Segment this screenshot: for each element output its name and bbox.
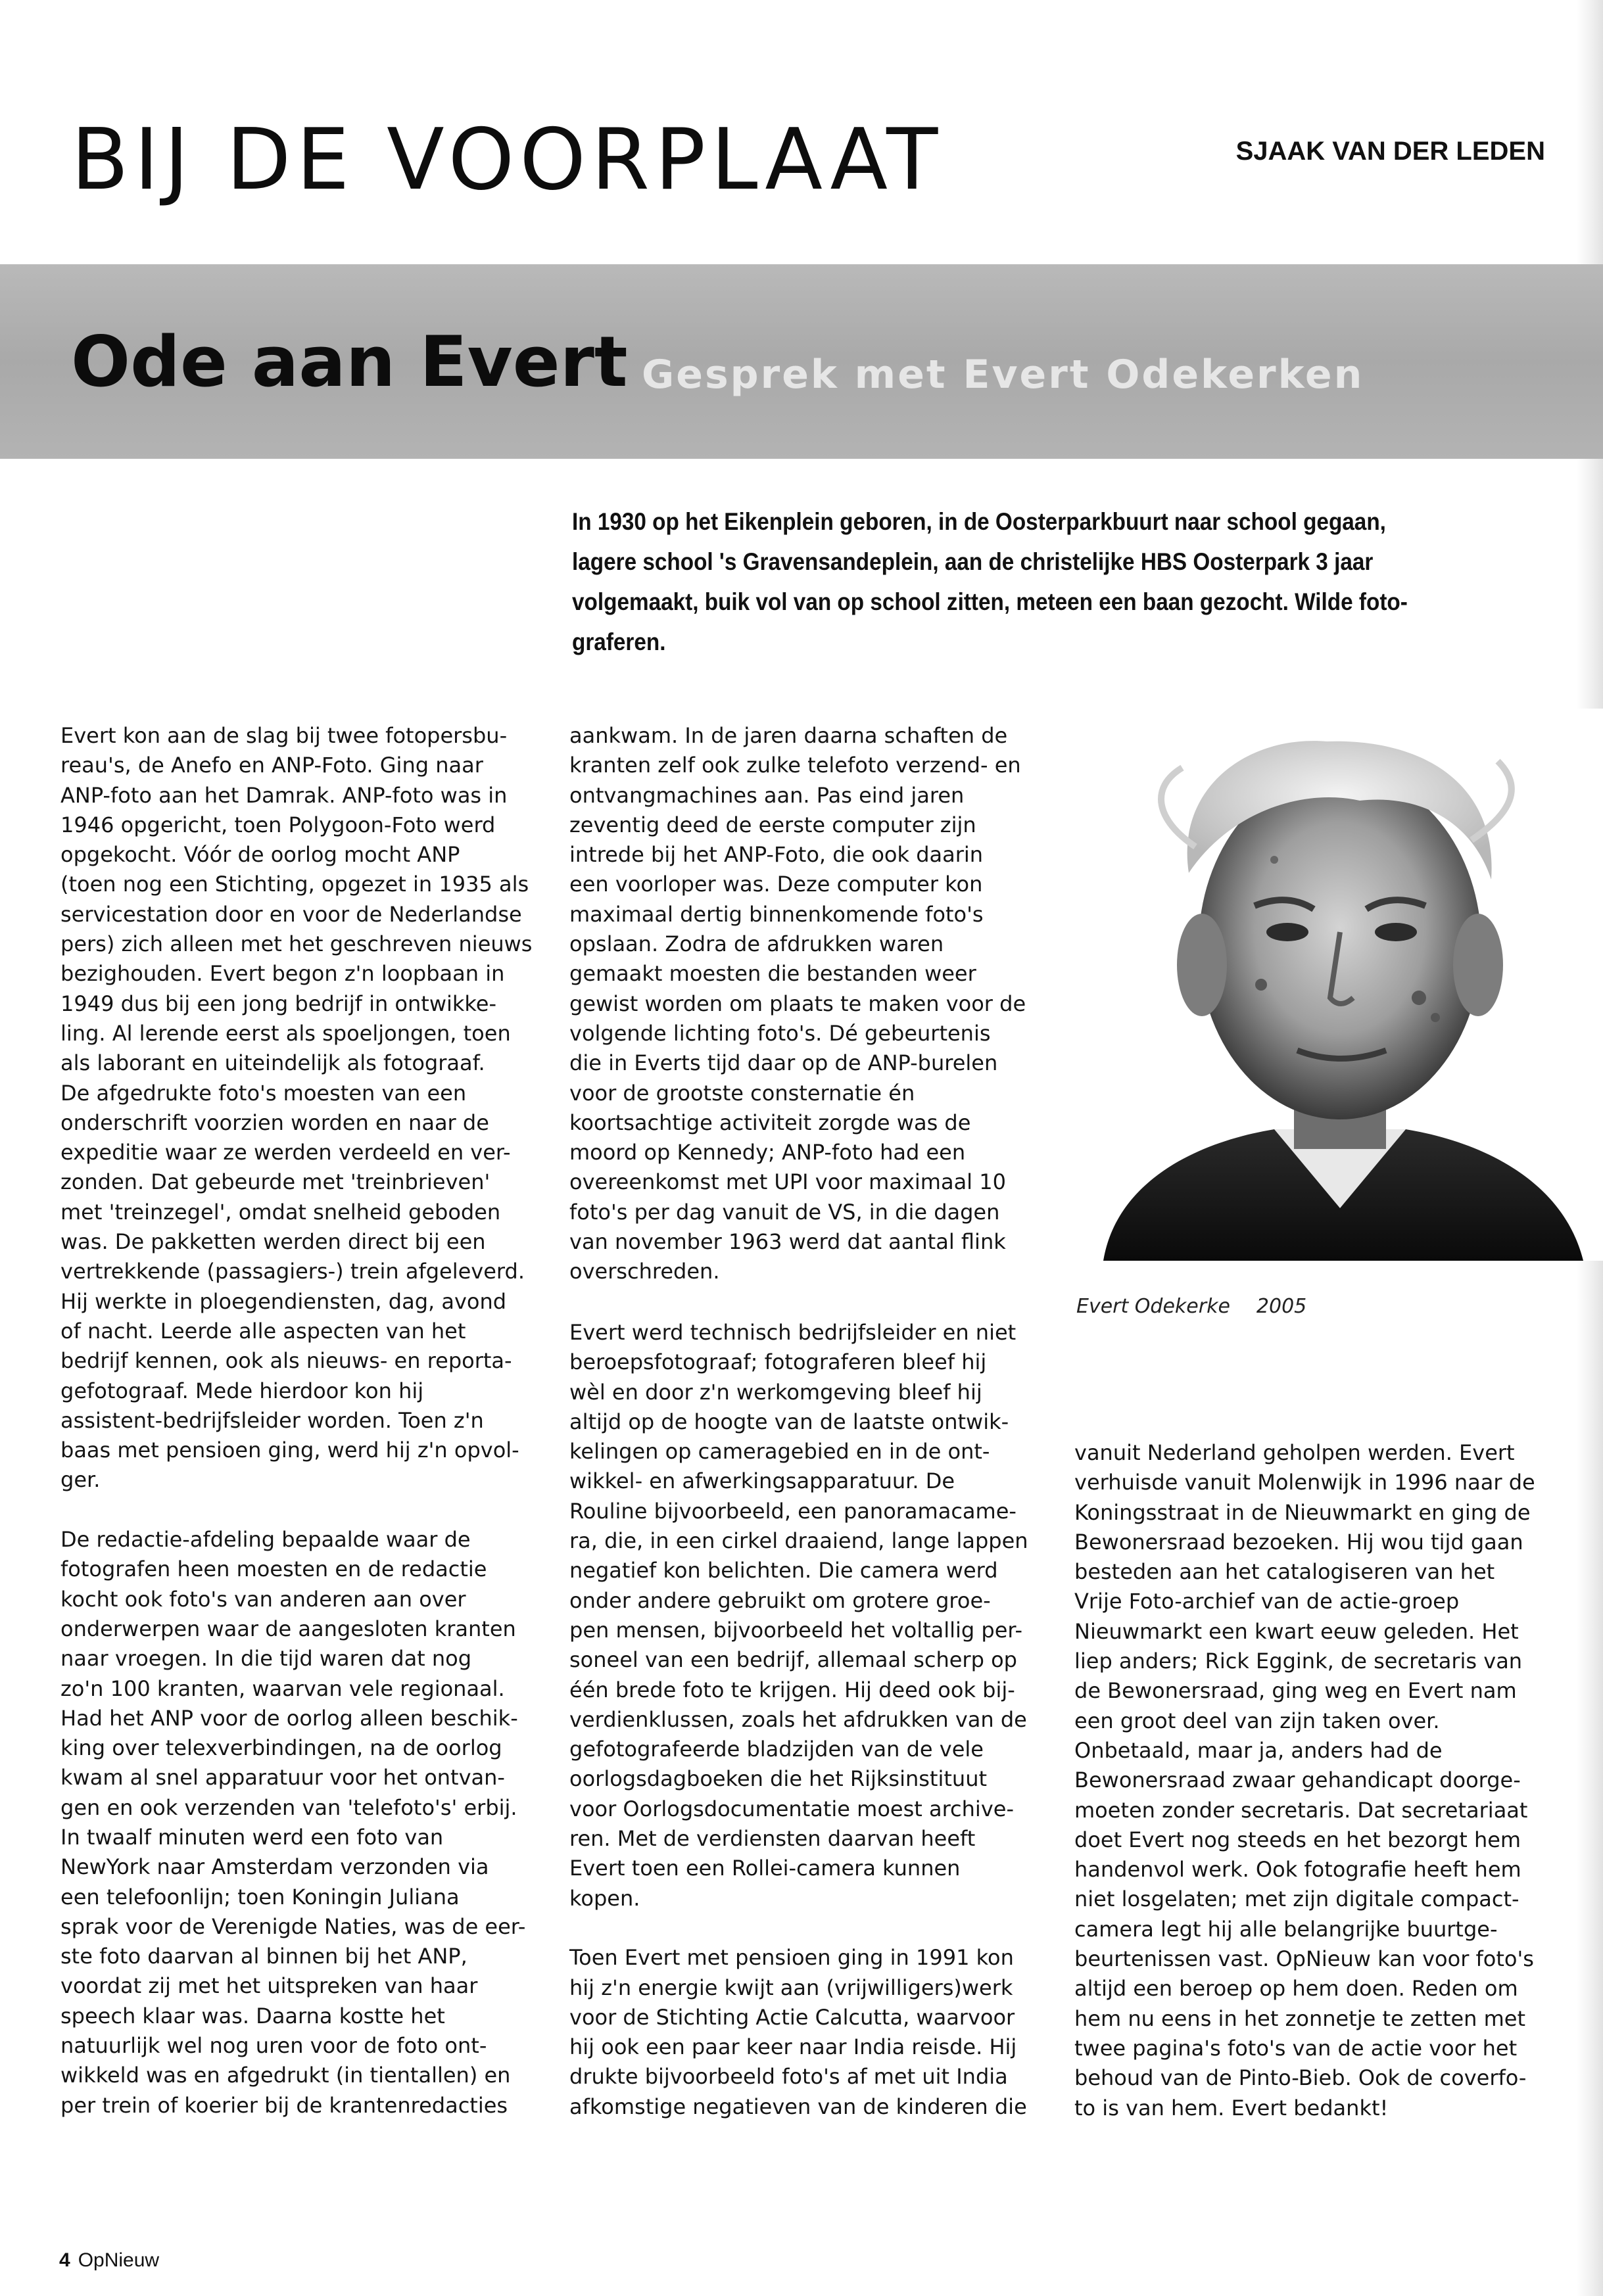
body-text-line: negatief kon belichten. Die camera werd [569,1558,998,1583]
body-text-line: natuurlijk wel nog uren voor de foto ont- [60,2033,487,2059]
caption-year: 2005 [1256,1295,1307,1318]
body-text-line: wikkel- en afwerkingsapparatuur. De [569,1468,955,1494]
body-text-line: doet Evert nog steeds en het bezorgt hem [1074,1827,1521,1852]
body-text-line: assistent-bedrijfsleider worden. Toen z'n [60,1407,484,1433]
body-text-line: voordat zij met het uitspreken van haar [60,1973,478,1999]
body-text-line: overeenkomst met UPI voor maximaal 10 [569,1169,1006,1195]
body-text-line: voor de Stichting Actie Calcutta, waarvoor [569,2004,1015,2030]
body-text-line: bedrijf kennen, ook als nieuws- en reporta- [60,1348,512,1374]
body-text-line: zeventig deed de eerste computer zijn [569,812,976,837]
body-text-line: hij z'n energie kwijt aan (vrijwilligers)werk [569,1975,1013,2000]
body-text-line: was. De pakketten werden direct bij een [60,1229,486,1255]
body-text-line: vanuit Nederland geholpen werden. Evert [1074,1440,1515,1465]
body-text-line: beurtenissen vast. OpNieuw kan voor foto's [1074,1946,1534,1972]
body-text-line: soneel van een bedrijf, allemaal scherp op [569,1647,1017,1673]
body-text-line: Evert werd technisch bedrijfsleider en niet [569,1320,1017,1345]
body-text-line: baas met pensioen ging, werd hij z'n opvol- [60,1438,519,1463]
body-text-line: die in Everts tijd daar op de ANP-burelen [569,1050,998,1076]
body-column-2-bottom [569,1318,1028,2122]
body-text-line: sprak voor de Verenigde Naties, was de eer- [60,1913,526,1939]
body-text-line: bezighouden. Evert begon z'n loopbaan in [60,961,505,987]
body-text-line: expeditie waar ze werden verdeeld en ver- [60,1140,511,1165]
body-text-line: gen en ook verzenden van 'telefoto's' erbij. [60,1794,517,1820]
body-text-line: Evert kon aan de slag bij twee fotopersbu- [60,723,508,748]
body-text-line: onder andere gebruikt om grotere groe- [569,1587,991,1613]
body-text-line: ren. Met de verdiensten daarvan heeft [569,1826,976,1852]
body-text-line: zonden. Dat gebeurde met 'treinbrieven' [60,1169,490,1195]
body-text-line: hem nu eens in het zonnetje te zetten met [1074,2005,1526,2031]
body-text-line: kwam al snel apparatuur voor het ontvan- [60,1765,505,1791]
body-text-line: Rouline bijvoorbeeld, een panoramacame- [569,1498,1017,1524]
body-text-line: foto's per dag vanuit de VS, in die dagen [569,1199,1000,1225]
lede-line: In 1930 op het Eikenplein geboren, in de Oosterparkbuurt naar school gegaan, [572,508,1386,535]
body-text-line: koortsachtige activiteit zorgde was de [569,1110,971,1135]
body-text-line: 1946 opgericht, toen Polygoon-Foto werd [60,812,496,837]
body-text-line: wikkeld was en afgedrukt (in tientallen) en [60,2063,511,2088]
body-text-line: 1949 dus bij een jong bedrijf in ontwikke- [60,991,497,1016]
body-text-line: als laborant en uiteindelijk als fotograaf. [60,1050,485,1076]
page-number: 4 [59,2249,70,2271]
body-text-line: liep anders; Rick Eggink, de secretaris van [1074,1649,1523,1674]
body-text-line: opgekocht. Vóór de oorlog mocht ANP [60,842,460,868]
body-text-line: kopen. [569,1885,640,1911]
portrait-illustration [1077,709,1603,1261]
body-text-line: Hij werkte in ploegendiensten, dag, avond [60,1288,507,1314]
body-text-line: vertrekkende (passagiers-) trein afgeleverd. [60,1259,525,1284]
body-column-1 [60,721,532,2120]
body-text-line: handenvol werk. Ook fotografie heeft hem [1074,1857,1521,1883]
body-text-line: voor Oorlogsdocumentatie moest archive- [569,1796,1014,1821]
body-text-line: beroepsfotograaf; fotograferen bleef hij [569,1349,987,1375]
body-text-line: een groot deel van zijn taken over. [1074,1708,1440,1733]
body-text-line: de Bewonersraad, ging weg en Evert nam [1074,1678,1517,1704]
body-text-line: kranten zelf ook zulke telefoto verzend- en [569,753,1021,778]
body-text-line: wèl en door z'n werkomgeving bleef hij [569,1379,982,1405]
body-text-line: besteden aan het catalogiseren van het [1074,1559,1495,1585]
body-text-line: oorlogsdagboeken die het Rijksinstituut [569,1766,988,1792]
body-text-line: king over telexverbindingen, na de oorlog [60,1735,502,1761]
body-text-line: een telefoonlijn; toen Koningin Juliana [60,1884,460,1909]
body-text-line: behoud van de Pinto-Bieb. Ook de coverfo- [1074,2065,1527,2091]
body-text-line: verhuisde vanuit Molenwijk in 1996 naar de [1074,1470,1535,1495]
paragraph-gap [569,1913,1028,1943]
lede-line: lagere school 's Gravensandeplein, aan de christelijke HBS Oosterpark 3 jaar [572,548,1374,575]
body-text-line: ontvangmachines aan. Pas eind jaren [569,782,965,808]
body-text-line: van november 1963 werd dat aantal flink [569,1229,1006,1255]
lede-line: graferen. [572,628,666,655]
body-text-line: naar vroegen. In die tijd waren dat nog [60,1646,472,1672]
body-text-line: gemaakt moesten die bestanden weer [569,961,976,987]
body-text-line: moeten zonder secretaris. Dat secretariaat [1074,1797,1528,1823]
body-text-line: Onbetaald, maar ja, anders had de [1074,1737,1443,1763]
body-text-line: onderwerpen waar de aangesloten kranten [60,1616,516,1641]
body-text-line: ling. Al lerende eerst als spoeljongen, toen [60,1020,511,1046]
body-text-line: altijd op de hoogte van de laatste ontwik- [569,1409,1009,1434]
body-text-line: gewist worden om plaats te maken voor de [569,991,1026,1016]
body-text-line: kocht ook foto's van anderen aan over [60,1586,466,1612]
body-text-line: Nieuwmarkt een kwart eeuw geleden. Het [1074,1618,1519,1644]
body-text-line: pen mensen, bijvoorbeeld het voltallig per- [569,1617,1023,1643]
body-text-line: servicestation door en voor de Nederlandse [60,901,522,927]
lede-line: volgemaakt, buik vol van op school zitten, meteen een baan gezocht. Wilde foto- [572,588,1408,615]
body-text-line: speech klaar was. Daarna kostte het [60,2003,445,2028]
body-column-3 [1074,1438,1535,2123]
body-text-line: pers) zich alleen met het geschreven nieuws [60,931,533,957]
body-text-line: De redactie-afdeling bepaalde waar de [60,1527,471,1553]
body-text-line: opslaan. Zodra de afdrukken waren [569,931,944,957]
body-text-line: Had het ANP voor de oorlog alleen beschik- [60,1705,518,1731]
body-text-line: In twaalf minuten werd een foto van [60,1824,444,1850]
body-text-line: volgende lichting foto's. Dé gebeurtenis [569,1020,991,1046]
portrait-photo [1077,709,1603,1261]
body-text-line: drukte bijvoorbeeld foto's af met uit India [569,2064,1008,2090]
body-text-line: camera legt hij alle belangrijke buurtge- [1074,1916,1498,1942]
body-text-line: (toen nog een Stichting, opgezet in 1935 als [60,872,529,897]
body-text-line: onderschrift voorzien worden en naar de [60,1110,489,1135]
magazine-name: OpNieuw [78,2249,160,2271]
body-text-line: Koningsstraat in de Nieuwmarkt en ging de [1074,1499,1531,1525]
body-text-line: fotografen heen moesten en de redactie [60,1557,487,1582]
body-text-line: ger. [60,1467,101,1493]
body-text-line: ra, die, in een cirkel draaiend, lange lappen [569,1528,1028,1554]
body-text-line: gefotografeerde bladzijden van de vele [569,1737,984,1762]
paragraph-gap [60,1495,532,1525]
body-text-line: gefotograaf. Mede hierdoor kon hij [60,1378,424,1403]
body-column-2-top [569,721,1026,1287]
photo-caption [1076,1295,1306,1318]
body-text-line: moord op Kennedy; ANP-foto had een [569,1140,966,1165]
article-title: Ode aan Evert [71,321,628,402]
body-text-line: per trein of koerier bij de krantenredacties [60,2092,508,2118]
body-text-line: Evert toen een Rollei-camera kunnen [569,1856,961,1881]
body-text-line: intrede bij het ANP-Foto, die ook daarin [569,842,984,868]
lede-paragraph [572,502,1442,662]
body-text-line: zo'n 100 kranten, waarvan vele regionaal. [60,1675,505,1701]
body-text-line: overschreden. [569,1259,720,1284]
body-text-line: één brede foto te krijgen. Hij deed ook bij- [569,1677,1015,1702]
body-text-line: to is van hem. Evert bedankt! [1074,2095,1389,2120]
body-text-line: Vrije Foto-archief van de actie-groep [1074,1589,1460,1614]
body-text-line: NewYork naar Amsterdam verzonden via [60,1854,489,1880]
page-footer [59,2249,159,2272]
body-text-line: Toen Evert met pensioen ging in 1991 kon [569,1945,1014,1971]
body-text-line: met 'treinzegel', omdat snelheid geboden [60,1199,501,1225]
body-text-line: altijd een beroep op hem doen. Reden om [1074,1976,1518,2002]
body-text-line: voor de grootste consternatie én [569,1080,915,1106]
body-text-line: reau's, de Anefo en ANP-Foto. Ging naar [60,753,483,778]
body-text-line: De afgedrukte foto's moesten van een [60,1080,467,1106]
body-text-line: kelingen op cameragebied en in de ont- [569,1439,990,1464]
body-text-line: twee pagina's foto's van de actie voor het [1074,2035,1518,2061]
body-text-line: Bewonersraad bezoeken. Hij wou tijd gaan [1074,1529,1523,1555]
body-text-line: aankwam. In de jaren daarna schaften de [569,723,1008,748]
body-text-line: niet losgelaten; met zijn digitale compact- [1074,1886,1519,1912]
body-text-line: maximaal dertig binnenkomende foto's [569,901,984,927]
author-name: SJAAK VAN DER LEDEN [1235,137,1545,166]
body-text-line: verdienklussen, zoals het afdrukken van de [569,1706,1027,1732]
article-subtitle: Gesprek met Evert Odekerken [642,352,1364,398]
body-text-line: ANP-foto aan het Damrak. ANP-foto was in [60,782,508,808]
body-text-line: Bewonersraad zwaar gehandicapt doorge- [1074,1768,1521,1793]
body-text-line: ste foto daarvan al binnen bij het ANP, [60,1944,467,1969]
caption-name: Evert Odekerke [1076,1295,1230,1318]
body-text-line: hij ook een paar keer naar India reisde. Hij [569,2034,1017,2060]
body-text-line: een voorloper was. Deze computer kon [569,872,983,897]
body-text-line: of nacht. Leerde alle aspecten van het [60,1318,466,1344]
section-title: BIJ DE VOORPLAAT [71,111,944,209]
body-text-line: afkomstige negatieven van de kinderen die [569,2094,1027,2119]
